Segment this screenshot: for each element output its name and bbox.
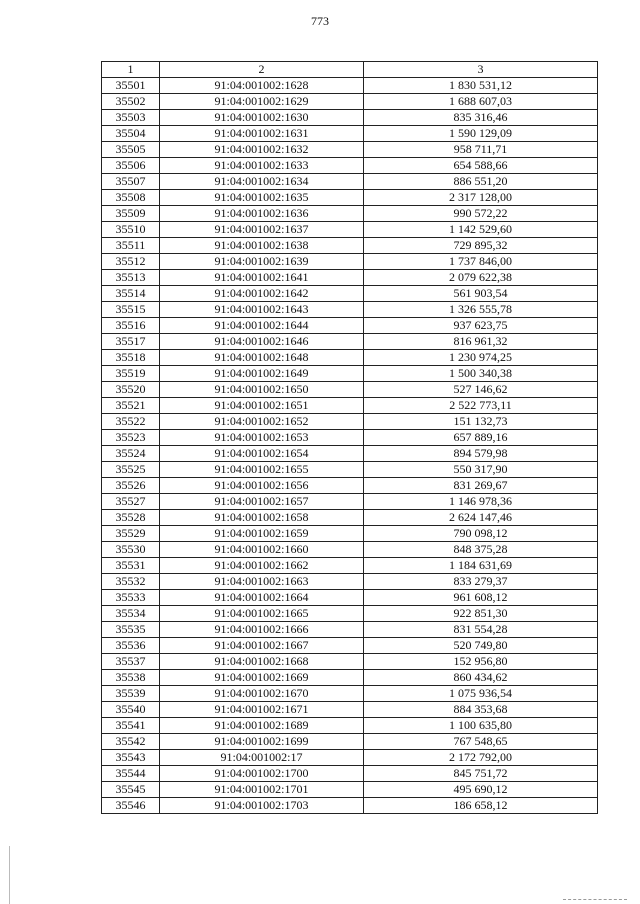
table-row bbox=[102, 318, 598, 334]
row-number-cell: 35538 bbox=[102, 670, 160, 686]
row-number-cell: 35528 bbox=[102, 510, 160, 526]
cadastral-value-cell: 520 749,80 bbox=[364, 638, 598, 654]
cadastral-number-cell: 91:04:001002:1656 bbox=[160, 478, 364, 494]
cadastral-value-cell: 1 830 531,12 bbox=[364, 78, 598, 94]
cadastral-value-cell: 884 353,68 bbox=[364, 702, 598, 718]
column-header-1: 1 bbox=[102, 62, 160, 78]
cadastral-value-cell: 790 098,12 bbox=[364, 526, 598, 542]
row-number-cell: 35521 bbox=[102, 398, 160, 414]
cadastral-value-cell: 1 075 936,54 bbox=[364, 686, 598, 702]
cadastral-value-cell: 961 608,12 bbox=[364, 590, 598, 606]
cadastral-number-cell: 91:04:001002:1668 bbox=[160, 654, 364, 670]
cadastral-number-cell: 91:04:001002:1689 bbox=[160, 718, 364, 734]
table-row bbox=[102, 526, 598, 542]
row-number-cell: 35526 bbox=[102, 478, 160, 494]
cadastral-number-cell: 91:04:001002:1660 bbox=[160, 542, 364, 558]
cadastral-number-cell: 91:04:001002:1637 bbox=[160, 222, 364, 238]
table-row bbox=[102, 110, 598, 126]
table-row bbox=[102, 782, 598, 798]
cadastral-value-cell: 151 132,73 bbox=[364, 414, 598, 430]
cadastral-value-cell: 1 326 555,78 bbox=[364, 302, 598, 318]
row-number-cell: 35530 bbox=[102, 542, 160, 558]
cadastral-number-cell: 91:04:001002:1646 bbox=[160, 334, 364, 350]
cadastral-value-cell: 657 889,16 bbox=[364, 430, 598, 446]
table-row bbox=[102, 670, 598, 686]
row-number-cell: 35539 bbox=[102, 686, 160, 702]
cadastral-number-cell: 91:04:001002:1633 bbox=[160, 158, 364, 174]
table-row bbox=[102, 590, 598, 606]
cadastral-value-cell: 1 737 846,00 bbox=[364, 254, 598, 270]
row-number-cell: 35537 bbox=[102, 654, 160, 670]
cadastral-value-cell: 922 851,30 bbox=[364, 606, 598, 622]
row-number-cell: 35512 bbox=[102, 254, 160, 270]
table-row bbox=[102, 382, 598, 398]
row-number-cell: 35514 bbox=[102, 286, 160, 302]
table-row bbox=[102, 222, 598, 238]
cadastral-number-cell: 91:04:001002:17 bbox=[160, 750, 364, 766]
table-row bbox=[102, 766, 598, 782]
cadastral-value-cell: 845 751,72 bbox=[364, 766, 598, 782]
table-body bbox=[102, 78, 598, 814]
table-row bbox=[102, 430, 598, 446]
row-number-cell: 35520 bbox=[102, 382, 160, 398]
row-number-cell: 35543 bbox=[102, 750, 160, 766]
row-number-cell: 35509 bbox=[102, 206, 160, 222]
table-row bbox=[102, 350, 598, 366]
cadastral-value-cell: 833 279,37 bbox=[364, 574, 598, 590]
cadastral-number-cell: 91:04:001002:1642 bbox=[160, 286, 364, 302]
cadastral-value-cell: 886 551,20 bbox=[364, 174, 598, 190]
table-row bbox=[102, 686, 598, 702]
table-row bbox=[102, 734, 598, 750]
row-number-cell: 35524 bbox=[102, 446, 160, 462]
row-number-cell: 35531 bbox=[102, 558, 160, 574]
cadastral-number-cell: 91:04:001002:1662 bbox=[160, 558, 364, 574]
row-number-cell: 35515 bbox=[102, 302, 160, 318]
table-row bbox=[102, 366, 598, 382]
cadastral-value-cell: 654 588,66 bbox=[364, 158, 598, 174]
row-number-cell: 35527 bbox=[102, 494, 160, 510]
cadastral-value-cell: 2 172 792,00 bbox=[364, 750, 598, 766]
row-number-cell: 35544 bbox=[102, 766, 160, 782]
table-row bbox=[102, 190, 598, 206]
row-number-cell: 35506 bbox=[102, 158, 160, 174]
table-row bbox=[102, 142, 598, 158]
table-header-row bbox=[102, 62, 598, 78]
cadastral-number-cell: 91:04:001002:1658 bbox=[160, 510, 364, 526]
row-number-cell: 35502 bbox=[102, 94, 160, 110]
cadastral-value-cell: 831 269,67 bbox=[364, 478, 598, 494]
table-row bbox=[102, 718, 598, 734]
table-row bbox=[102, 446, 598, 462]
cadastral-value-cell: 1 590 129,09 bbox=[364, 126, 598, 142]
cadastral-number-cell: 91:04:001002:1671 bbox=[160, 702, 364, 718]
cadastral-number-cell: 91:04:001002:1666 bbox=[160, 622, 364, 638]
table-row bbox=[102, 558, 598, 574]
row-number-cell: 35545 bbox=[102, 782, 160, 798]
row-number-cell: 35511 bbox=[102, 238, 160, 254]
row-number-cell: 35540 bbox=[102, 702, 160, 718]
cadastral-number-cell: 91:04:001002:1651 bbox=[160, 398, 364, 414]
cadastral-value-cell: 1 142 529,60 bbox=[364, 222, 598, 238]
row-number-cell: 35542 bbox=[102, 734, 160, 750]
row-number-cell: 35523 bbox=[102, 430, 160, 446]
table-row bbox=[102, 158, 598, 174]
cadastral-value-cell: 550 317,90 bbox=[364, 462, 598, 478]
cadastral-value-table bbox=[101, 61, 598, 814]
cadastral-value-cell: 2 079 622,38 bbox=[364, 270, 598, 286]
row-number-cell: 35533 bbox=[102, 590, 160, 606]
cadastral-number-cell: 91:04:001002:1665 bbox=[160, 606, 364, 622]
cadastral-number-cell: 91:04:001002:1641 bbox=[160, 270, 364, 286]
cadastral-number-cell: 91:04:001002:1636 bbox=[160, 206, 364, 222]
cadastral-number-cell: 91:04:001002:1650 bbox=[160, 382, 364, 398]
cadastral-value-cell: 2 522 773,11 bbox=[364, 398, 598, 414]
cadastral-value-cell: 186 658,12 bbox=[364, 798, 598, 814]
cadastral-number-cell: 91:04:001002:1630 bbox=[160, 110, 364, 126]
row-number-cell: 35522 bbox=[102, 414, 160, 430]
cadastral-number-cell: 91:04:001002:1701 bbox=[160, 782, 364, 798]
row-number-cell: 35513 bbox=[102, 270, 160, 286]
table-row bbox=[102, 654, 598, 670]
row-number-cell: 35546 bbox=[102, 798, 160, 814]
cadastral-value-cell: 1 184 631,69 bbox=[364, 558, 598, 574]
column-header-2: 2 bbox=[160, 62, 364, 78]
cadastral-number-cell: 91:04:001002:1644 bbox=[160, 318, 364, 334]
row-number-cell: 35536 bbox=[102, 638, 160, 654]
scan-footer-line bbox=[563, 899, 627, 901]
table-row bbox=[102, 78, 598, 94]
cadastral-number-cell: 91:04:001002:1663 bbox=[160, 574, 364, 590]
cadastral-value-cell: 1 100 635,80 bbox=[364, 718, 598, 734]
table-row bbox=[102, 206, 598, 222]
table-row bbox=[102, 542, 598, 558]
table-row bbox=[102, 302, 598, 318]
cadastral-number-cell: 91:04:001002:1639 bbox=[160, 254, 364, 270]
table-row bbox=[102, 798, 598, 814]
row-number-cell: 35517 bbox=[102, 334, 160, 350]
table-row bbox=[102, 270, 598, 286]
cadastral-value-cell: 831 554,28 bbox=[364, 622, 598, 638]
cadastral-value-cell: 990 572,22 bbox=[364, 206, 598, 222]
cadastral-value-cell: 527 146,62 bbox=[364, 382, 598, 398]
row-number-cell: 35501 bbox=[102, 78, 160, 94]
table-row bbox=[102, 286, 598, 302]
row-number-cell: 35534 bbox=[102, 606, 160, 622]
cadastral-value-cell: 816 961,32 bbox=[364, 334, 598, 350]
table-row bbox=[102, 638, 598, 654]
cadastral-number-cell: 91:04:001002:1670 bbox=[160, 686, 364, 702]
cadastral-number-cell: 91:04:001002:1669 bbox=[160, 670, 364, 686]
cadastral-number-cell: 91:04:001002:1648 bbox=[160, 350, 364, 366]
table-row bbox=[102, 478, 598, 494]
row-number-cell: 35505 bbox=[102, 142, 160, 158]
cadastral-value-cell: 1 230 974,25 bbox=[364, 350, 598, 366]
cadastral-number-cell: 91:04:001002:1649 bbox=[160, 366, 364, 382]
cadastral-value-cell: 1 688 607,03 bbox=[364, 94, 598, 110]
row-number-cell: 35508 bbox=[102, 190, 160, 206]
cadastral-value-cell: 835 316,46 bbox=[364, 110, 598, 126]
row-number-cell: 35510 bbox=[102, 222, 160, 238]
cadastral-value-cell: 2 624 147,46 bbox=[364, 510, 598, 526]
cadastral-number-cell: 91:04:001002:1664 bbox=[160, 590, 364, 606]
table-row bbox=[102, 606, 598, 622]
cadastral-number-cell: 91:04:001002:1667 bbox=[160, 638, 364, 654]
table-row bbox=[102, 462, 598, 478]
table-row bbox=[102, 254, 598, 270]
row-number-cell: 35529 bbox=[102, 526, 160, 542]
cadastral-number-cell: 91:04:001002:1629 bbox=[160, 94, 364, 110]
cadastral-number-cell: 91:04:001002:1700 bbox=[160, 766, 364, 782]
cadastral-number-cell: 91:04:001002:1628 bbox=[160, 78, 364, 94]
row-number-cell: 35532 bbox=[102, 574, 160, 590]
cadastral-number-cell: 91:04:001002:1659 bbox=[160, 526, 364, 542]
cadastral-number-cell: 91:04:001002:1631 bbox=[160, 126, 364, 142]
cadastral-value-cell: 2 317 128,00 bbox=[364, 190, 598, 206]
cadastral-number-cell: 91:04:001002:1703 bbox=[160, 798, 364, 814]
cadastral-number-cell: 91:04:001002:1652 bbox=[160, 414, 364, 430]
cadastral-value-cell: 729 895,32 bbox=[364, 238, 598, 254]
table-row bbox=[102, 414, 598, 430]
cadastral-value-cell: 767 548,65 bbox=[364, 734, 598, 750]
cadastral-value-cell: 958 711,71 bbox=[364, 142, 598, 158]
table-row bbox=[102, 238, 598, 254]
table-row bbox=[102, 334, 598, 350]
row-number-cell: 35519 bbox=[102, 366, 160, 382]
cadastral-number-cell: 91:04:001002:1654 bbox=[160, 446, 364, 462]
cadastral-number-cell: 91:04:001002:1635 bbox=[160, 190, 364, 206]
row-number-cell: 35518 bbox=[102, 350, 160, 366]
table-row bbox=[102, 126, 598, 142]
table-row bbox=[102, 174, 598, 190]
row-number-cell: 35507 bbox=[102, 174, 160, 190]
cadastral-value-cell: 1 146 978,36 bbox=[364, 494, 598, 510]
column-header-3: 3 bbox=[364, 62, 598, 78]
cadastral-value-cell: 152 956,80 bbox=[364, 654, 598, 670]
table-row bbox=[102, 574, 598, 590]
cadastral-number-cell: 91:04:001002:1643 bbox=[160, 302, 364, 318]
cadastral-value-cell: 561 903,54 bbox=[364, 286, 598, 302]
table-row bbox=[102, 94, 598, 110]
row-number-cell: 35541 bbox=[102, 718, 160, 734]
row-number-cell: 35503 bbox=[102, 110, 160, 126]
cadastral-value-cell: 937 623,75 bbox=[364, 318, 598, 334]
cadastral-number-cell: 91:04:001002:1657 bbox=[160, 494, 364, 510]
row-number-cell: 35535 bbox=[102, 622, 160, 638]
row-number-cell: 35525 bbox=[102, 462, 160, 478]
row-number-cell: 35516 bbox=[102, 318, 160, 334]
cadastral-value-cell: 860 434,62 bbox=[364, 670, 598, 686]
cadastral-value-cell: 848 375,28 bbox=[364, 542, 598, 558]
table-row bbox=[102, 494, 598, 510]
cadastral-value-cell: 894 579,98 bbox=[364, 446, 598, 462]
page-number: 773 bbox=[311, 14, 329, 28]
cadastral-number-cell: 91:04:001002:1634 bbox=[160, 174, 364, 190]
table-row bbox=[102, 702, 598, 718]
cadastral-value-cell: 495 690,12 bbox=[364, 782, 598, 798]
cadastral-number-cell: 91:04:001002:1638 bbox=[160, 238, 364, 254]
table-row bbox=[102, 750, 598, 766]
scan-edge-line bbox=[9, 846, 11, 904]
table-row bbox=[102, 398, 598, 414]
cadastral-number-cell: 91:04:001002:1632 bbox=[160, 142, 364, 158]
row-number-cell: 35504 bbox=[102, 126, 160, 142]
table-row bbox=[102, 622, 598, 638]
cadastral-number-cell: 91:04:001002:1653 bbox=[160, 430, 364, 446]
cadastral-number-cell: 91:04:001002:1699 bbox=[160, 734, 364, 750]
table-row bbox=[102, 510, 598, 526]
cadastral-value-cell: 1 500 340,38 bbox=[364, 366, 598, 382]
cadastral-number-cell: 91:04:001002:1655 bbox=[160, 462, 364, 478]
